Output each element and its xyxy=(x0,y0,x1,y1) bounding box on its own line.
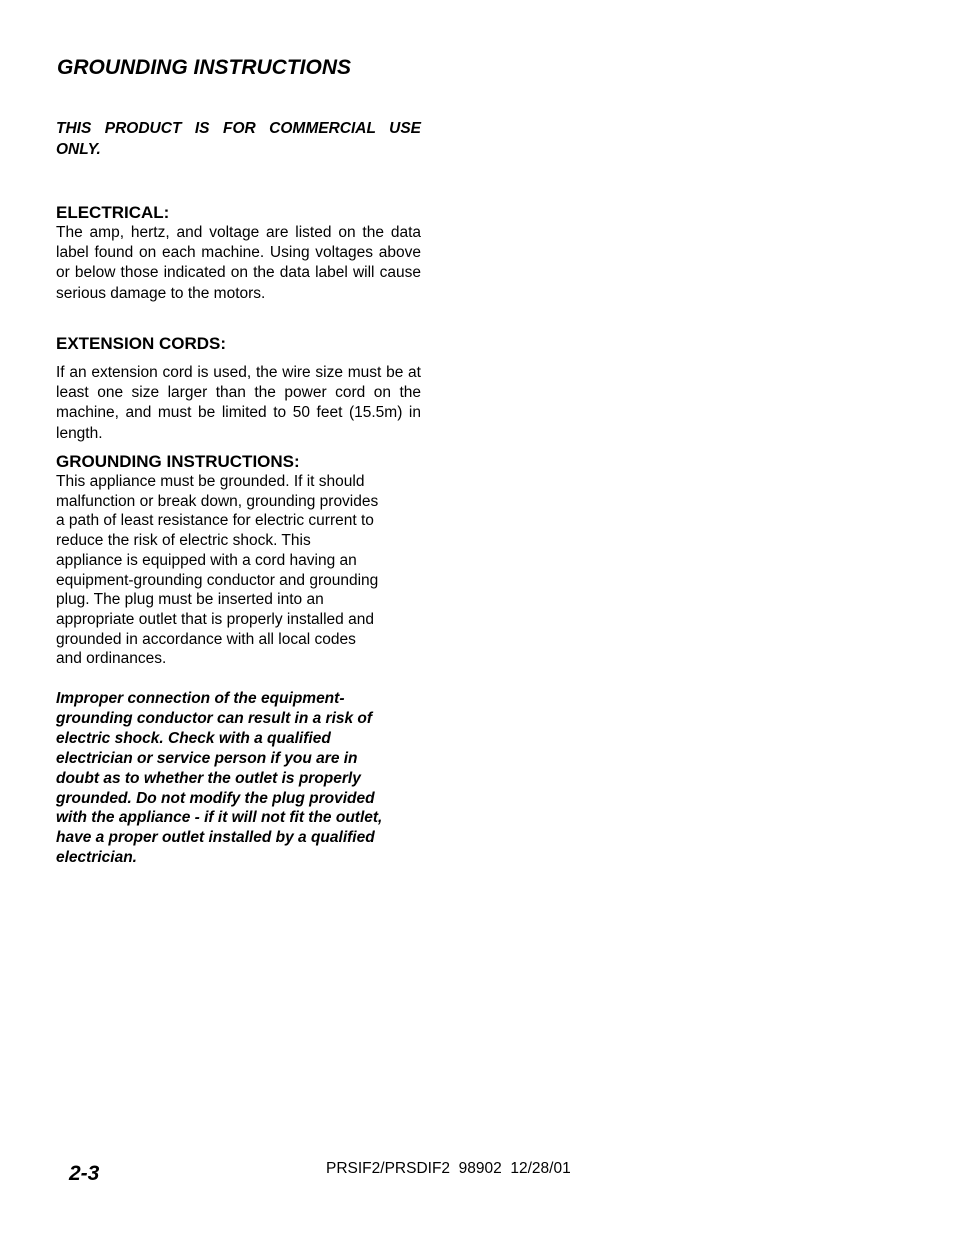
grounding-line: appropriate outlet that is properly installed and xyxy=(56,610,374,628)
grounding-line: malfunction or break down, grounding provides xyxy=(56,492,379,510)
electrical-section xyxy=(56,202,421,304)
warning-line: have a proper outlet installed by a qualified xyxy=(56,829,375,847)
warning-line: Improper connection of the equipment- xyxy=(56,690,345,707)
grounding-line: grounded in accordance with all local codes xyxy=(56,630,356,648)
grounding-line: reduce the risk of electric shock. This xyxy=(56,532,311,550)
electrical-body: The amp, hertz, and voltage are listed on the data label found on each machine. Using voltages above or below those indicated on the data label will cause serious damage to the motors. xyxy=(56,224,421,302)
warning-line: doubt as to whether the outlet is properly xyxy=(56,769,361,787)
commercial-use-notice: THIS PRODUCT IS FOR COMMERCIAL USE ONLY. xyxy=(56,120,421,158)
extension-cords-section xyxy=(56,333,421,444)
grounding-line: appliance is equipped with a cord having an xyxy=(56,551,357,569)
page-title: GROUNDING INSTRUCTIONS xyxy=(57,56,351,79)
extension-cords-body: If an extension cord is used, the wire size must be at least one size larger than the power cord on the machine, and must be limited to 50 feet (15.5m) in length. xyxy=(56,364,421,442)
warning-line: electrician. xyxy=(56,849,137,867)
extension-cords-heading: EXTENSION CORDS: xyxy=(56,334,227,353)
grounding-line: This appliance must be grounded. If it should xyxy=(56,473,365,490)
warning-line: electric shock. Check with a qualified xyxy=(56,729,331,747)
grounding-heading: GROUNDING INSTRUCTIONS: xyxy=(56,452,300,471)
warning-line: grounded. Do not modify the plug provided xyxy=(56,789,375,807)
grounding-line: equipment-grounding conductor and grounding xyxy=(56,571,379,589)
warning-line: grounding conductor can result in a risk of xyxy=(56,709,373,727)
footer-model-info: PRSIF2/PRSDIF2 98902 12/28/01 xyxy=(326,1160,571,1177)
grounding-section xyxy=(56,451,421,669)
grounding-line: and ordinances. xyxy=(56,650,167,668)
grounding-line: a path of least resistance for electric current to xyxy=(56,512,374,530)
warning-line: with the appliance - if it will not fit the outlet, xyxy=(56,809,383,827)
warning-line: electrician or service person if you are in xyxy=(56,749,358,767)
grounding-line: plug. The plug must be inserted into an xyxy=(56,591,324,609)
footer-page-number: 2-3 xyxy=(69,1162,100,1185)
warning-text xyxy=(56,689,421,868)
electrical-heading: ELECTRICAL: xyxy=(56,203,170,222)
grounding-body xyxy=(56,472,421,669)
warning-section xyxy=(56,689,421,868)
